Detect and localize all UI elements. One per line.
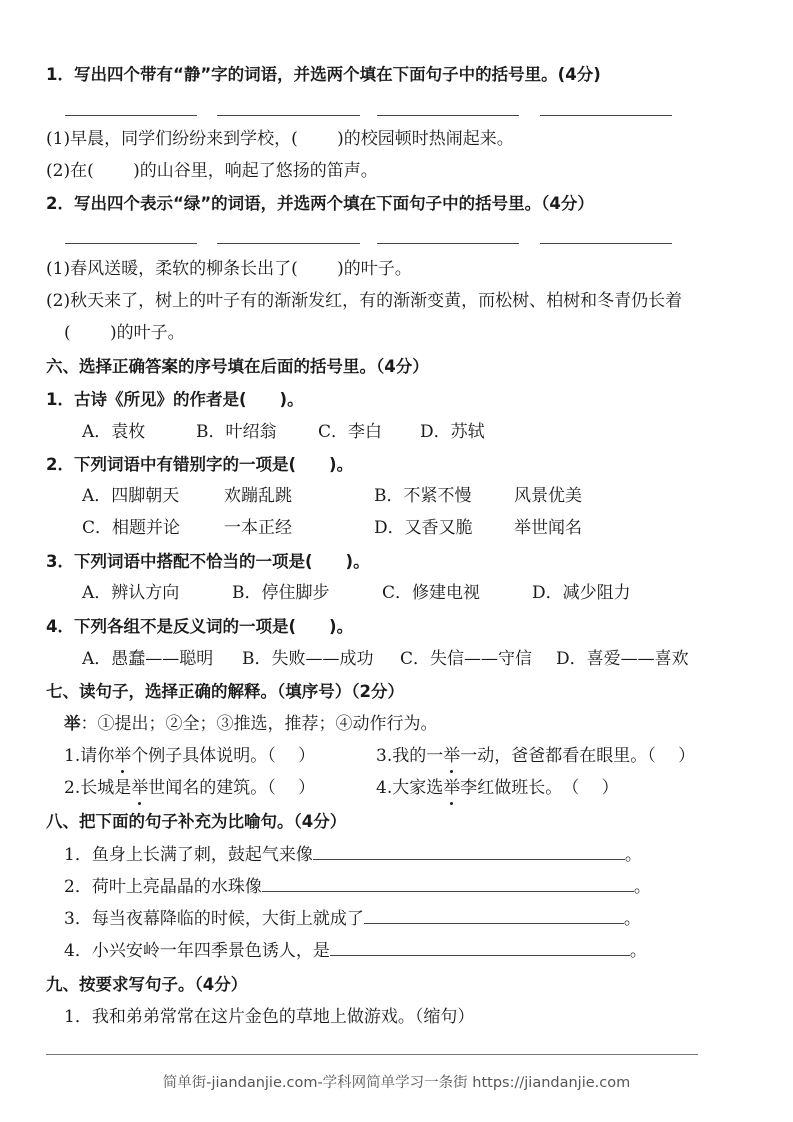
answer-blank-3[interactable] — [377, 115, 519, 116]
answer-blank-8[interactable] — [540, 243, 672, 244]
item-text: 2.长城是 — [64, 778, 132, 798]
section-6-q3-stem: 3．下列词语中搭配不恰当的一项是( )。 — [46, 552, 370, 571]
section-6-q3-option-b: B．停住脚步 — [232, 583, 330, 603]
section-8-title: 八、把下面的句子补充为比喻句。（4分） — [46, 812, 347, 831]
section-6-q2-option-c2: 一本正经 — [224, 518, 292, 538]
section-6-q4-option-b: B．失败——成功 — [242, 649, 374, 669]
section-6-q2-option-a2: 欢蹦乱跳 — [224, 486, 292, 506]
emphasis-char: 举 — [443, 778, 461, 798]
section-8-item-2 — [64, 876, 651, 898]
section-7-definitions — [64, 713, 438, 735]
section-7-item-3 — [376, 745, 695, 767]
question-2-sentence-2-cont: ( )的叶子。 — [64, 323, 185, 343]
section-8-item-4 — [64, 940, 647, 962]
section-6-q1-stem: 1．古诗《所见》的作者是( )。 — [46, 390, 304, 409]
section-8-item-1 — [64, 844, 642, 866]
answer-blank-5[interactable] — [65, 243, 197, 244]
period: 。 — [633, 877, 651, 897]
question-2-sentence-2: (2)秋天来了，树上的叶子有的渐渐发红，有的渐渐变黄，而松树、柏树和冬青仍长着 — [46, 291, 683, 311]
question-2-title: 2．写出四个表示“绿”的词语，并选两个填在下面句子中的括号里。（4分） — [46, 194, 594, 213]
definition-keyword: 举 — [64, 714, 81, 733]
item-text: 1.请你 — [64, 746, 115, 766]
item-text: 3．每当夜幕降临的时候，大街上就成了 — [64, 909, 364, 929]
answer-line[interactable] — [262, 877, 634, 892]
item-text: 1．鱼身上长满了刺，鼓起气来像 — [64, 845, 313, 865]
section-6-q1-option-c: C．李白 — [318, 422, 383, 442]
period: 。 — [624, 845, 642, 865]
item-text: 个例子具体说明。（ ） — [131, 746, 316, 766]
item-text: 4．小兴安岭一年四季景色诱人，是 — [64, 941, 330, 961]
definition-list: ：①提出；②全；③推选，推荐；④动作行为。 — [80, 714, 438, 734]
section-6-q1-option-a: A．袁枚 — [82, 422, 146, 442]
section-7-item-4 — [376, 777, 619, 799]
item-text: 3.我的一 — [376, 746, 444, 766]
answer-blank-6[interactable] — [217, 243, 360, 244]
answer-line[interactable] — [46, 1054, 698, 1055]
section-6-q1-option-b: B．叶绍翁 — [196, 422, 277, 442]
section-6-q3-option-c: C．修建电视 — [382, 583, 481, 603]
emphasis-char: 举 — [443, 746, 461, 766]
section-8-item-3 — [64, 908, 641, 930]
section-6-q3-option-a: A．辨认方向 — [82, 583, 180, 603]
emphasis-char: 举 — [114, 746, 132, 766]
section-6-q4-option-a: A．愚蠢——聪明 — [82, 649, 214, 669]
answer-blank-1[interactable] — [65, 115, 197, 116]
section-7-title: 七、读句子，选择正确的解释。（填序号）（2分） — [46, 682, 404, 701]
section-6-q1-option-d: D．苏轼 — [420, 422, 485, 442]
section-9-q1: 1．我和弟弟常常在这片金色的草地上做游戏。（缩句） — [64, 1007, 475, 1027]
section-6-q2-option-c1: C．相题并论 — [82, 518, 181, 538]
answer-line[interactable] — [364, 909, 624, 924]
item-text: 2．荷叶上亮晶晶的水珠像 — [64, 877, 262, 897]
item-text: 世闻名的建筑。（ ） — [148, 778, 316, 798]
section-9-title: 九、按要求写句子。（4分） — [46, 975, 248, 994]
section-6-q2-option-a1: A．四脚朝天 — [82, 486, 180, 506]
section-6-q4-option-c: C．失信——守信 — [400, 649, 533, 669]
section-6-q2-stem: 2．下列词语中有错别字的一项是( )。 — [46, 455, 354, 474]
section-6-q2-option-d2: 举世闻名 — [514, 518, 582, 538]
section-6-q2-option-d1: D．又香又脆 — [374, 518, 473, 538]
emphasis-char: 举 — [131, 778, 149, 798]
section-7-item-1 — [64, 745, 315, 767]
item-text: 李红做班长。 （ ） — [460, 778, 619, 798]
question-1-title: 1．写出四个带有“静”字的词语，并选两个填在下面句子中的括号里。(4分) — [46, 65, 601, 84]
question-1-sentence-1: (1)早晨，同学们纷纷来到学校，( )的校园顿时热闹起来。 — [46, 129, 514, 149]
section-6-q3-option-d: D．减少阻力 — [532, 583, 631, 603]
period: 。 — [623, 909, 641, 929]
section-6-q4-option-d: D．喜爱——喜欢 — [556, 649, 689, 669]
page-footer: 简单街-jiandanjie.com-学科网简单学习一条街 https://jiandanjie.com — [162, 1075, 631, 1091]
answer-blank-2[interactable] — [217, 115, 360, 116]
answer-line[interactable] — [330, 941, 630, 956]
question-2-sentence-1: (1)春风送暖，柔软的柳条长出了( )的叶子。 — [46, 259, 412, 279]
answer-blank-4[interactable] — [540, 115, 672, 116]
answer-line[interactable] — [313, 845, 625, 860]
item-text: 4.大家选 — [376, 778, 444, 798]
question-1-sentence-2: (2)在( )的山谷里，响起了悠扬的笛声。 — [46, 161, 378, 181]
section-6-q4-stem: 4．下列各组不是反义词的一项是( )。 — [46, 617, 354, 636]
answer-blank-7[interactable] — [377, 243, 519, 244]
section-7-item-2 — [64, 777, 315, 799]
section-6-q2-option-b2: 风景优美 — [514, 486, 582, 506]
item-text: 一动，爸爸都看在眼里。（ ） — [460, 746, 696, 766]
section-6-q2-option-b1: B．不紧不慢 — [374, 486, 472, 506]
period: 。 — [629, 941, 647, 961]
section-6-title: 六、选择正确答案的序号填在后面的括号里。（4分） — [46, 357, 429, 376]
